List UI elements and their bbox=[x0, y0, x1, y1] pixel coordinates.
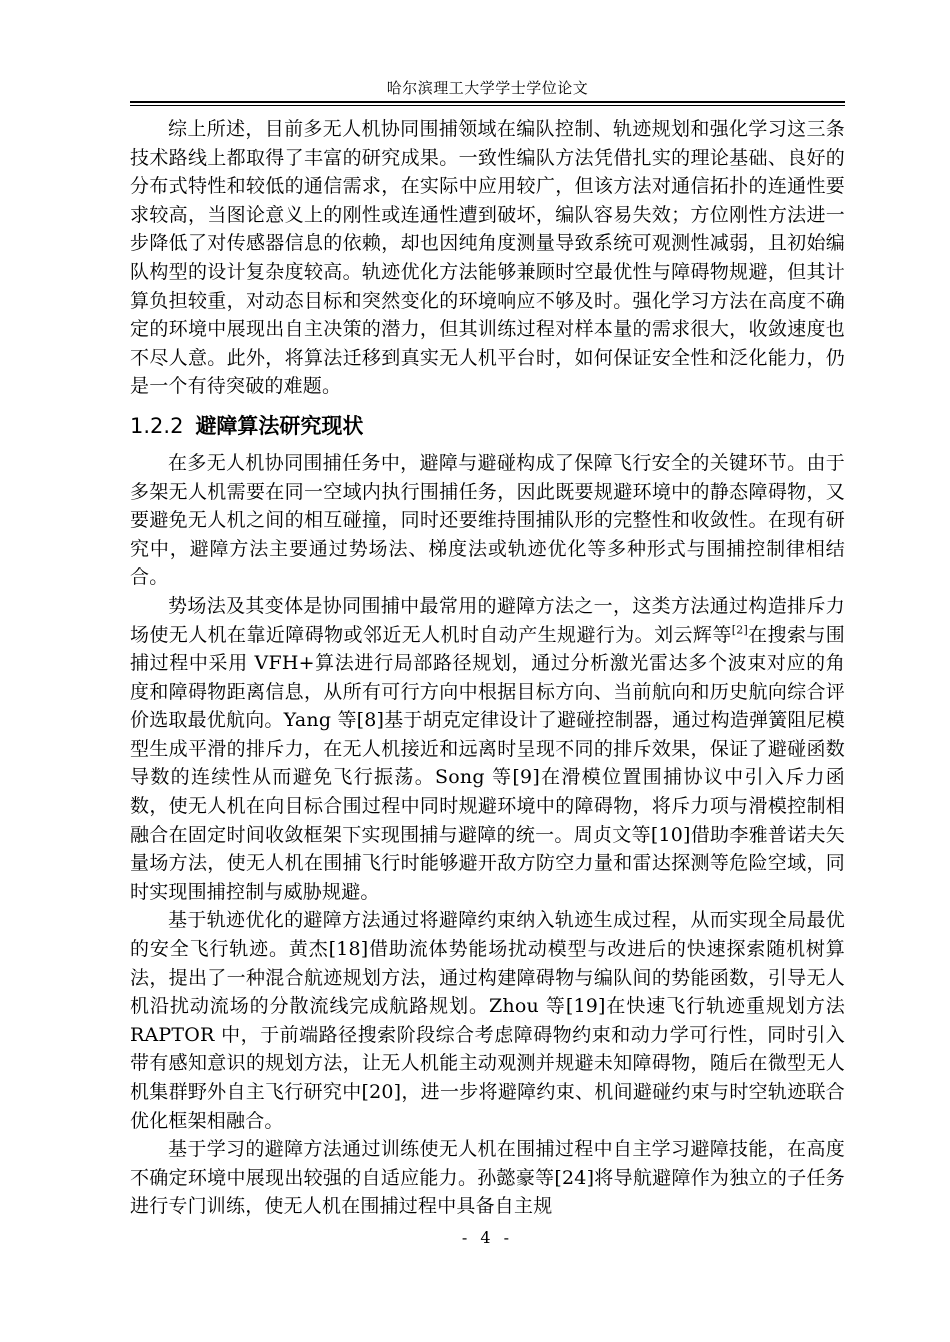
running-header: 哈尔滨理工大学学士学位论文 bbox=[386, 79, 589, 97]
paragraph-potential-field-part1: 势场法及其变体是协同围捕中最常用的避障方法之一，这类方法通过构造排斥力场使无人机在靠近障碍物或邻近无人机时自动产生规避行为。刘云辉等 bbox=[130, 594, 845, 646]
section-title: 避障算法研究现状 bbox=[195, 413, 364, 438]
header-rule-thin bbox=[130, 105, 845, 106]
paragraph-trajectory-optimization: 基于轨迹优化的避障方法通过将避障约束纳入轨迹生成过程，从而实现全局最优的安全飞行轨迹。黄杰[18]借助流体势能场扰动模型与改进后的快速探索随机树算法，提出了一种混合航迹规划方法，通过构建障碍物与编队间的势能函数，引导无人机沿扰动流场的分散流线完成航路规划。Zhou 等[19]在快速飞行轨迹重规划方法 RAPTOR 中，于前端路径搜索阶段综合考虑障碍物约束和动力学可行性，同时引入带有感知意识的规划方法，让无人机能主动观测并规避未知障碍物，随后在微型无人机集群野外自主飞行研究中[20]，进一步将避障约束、机间避碰约束与时空轨迹联合优化框架相融合。 bbox=[130, 909, 845, 1132]
citation-superscript: [2] bbox=[731, 623, 748, 637]
section-number: 1.2.2 bbox=[130, 413, 184, 438]
paragraph-learning-based: 基于学习的避障方法通过训练使无人机在围捕过程中自主学习避障技能，在高度不确定环境中展现出较强的自适应能力。孙懿豪等[24]将导航避障作为独立的子任务进行专门训练，使无人机在围捕过程中具备自主规 bbox=[130, 1138, 845, 1218]
paragraph-potential-field bbox=[130, 592, 845, 907]
page-number: - 4 - bbox=[461, 1228, 514, 1247]
header-rule-thick bbox=[130, 101, 845, 103]
paragraph-potential-field-part2: 在搜索与围捕过程中采用 VFH+算法进行局部路径规划，通过分析激光雷达多个波束对应的角度和障碍物距离信息，从所有可行方向中根据目标方向、当前航向和历史航向综合评价选取最优航向。Yang 等[8]基于胡克定律设计了避碰控制器，通过构造弹簧阻尼模型生成平滑的排斥力，在无人机接近和远离时呈现不同的排斥效果，保证了避碰函数导数的连续性从而避免飞行振荡。Song 等[9]在滑模位置围捕协议中引入斥力函数，使无人机在向目标合围过程中同时规避环境中的障碍物，将斥力项与滑模控制相融合在固定时间收敛框架下实现围捕与避障的统一。周贞文等[10]借助李雅普诺夫矢量场方法，使无人机在围捕飞行时能够避开敌方防空力量和雷达探测等危险空域，同时实现围捕控制与威胁规避。 bbox=[130, 623, 845, 903]
section-heading bbox=[130, 411, 845, 441]
paragraph-summary: 综上所述，目前多无人机协同围捕领域在编队控制、轨迹规划和强化学习这三条技术路线上都取得了丰富的研究成果。一致性编队方法凭借扎实的理论基础、良好的分布式特性和较低的通信需求，在实际中应用较广，但该方法对通信拓扑的连通性要求较高，当图论意义上的刚性或连通性遭到破坏，编队容易失效；方位刚性方法进一步降低了对传感器信息的依赖，却也因纯角度测量导致系统可观测性减弱，且初始编队构型的设计复杂度较高。轨迹优化方法能够兼顾时空最优性与障碍物规避，但其计算负担较重，对动态目标和突然变化的环境响应不够及时。强化学习方法在高度不确定的环境中展现出自主决策的潜力，但其训练过程对样本量的需求很大，收敛速度也不尽人意。此外，将算法迁移到真实无人机平台时，如何保证安全性和泛化能力，仍是一个有待突破的难题。 bbox=[130, 118, 845, 398]
paragraph-intro: 在多无人机协同围捕任务中，避障与避碰构成了保障飞行安全的关键环节。由于多架无人机需要在同一空域内执行围捕任务，因此既要规避环境中的静态障碍物，又要避免无人机之间的相互碰撞，同时还要维持围捕队形的完整性和收敛性。在现有研究中，避障方法主要通过势场法、梯度法或轨迹优化等多种形式与围捕控制律相结合。 bbox=[130, 451, 845, 589]
body-text bbox=[130, 115, 845, 1221]
